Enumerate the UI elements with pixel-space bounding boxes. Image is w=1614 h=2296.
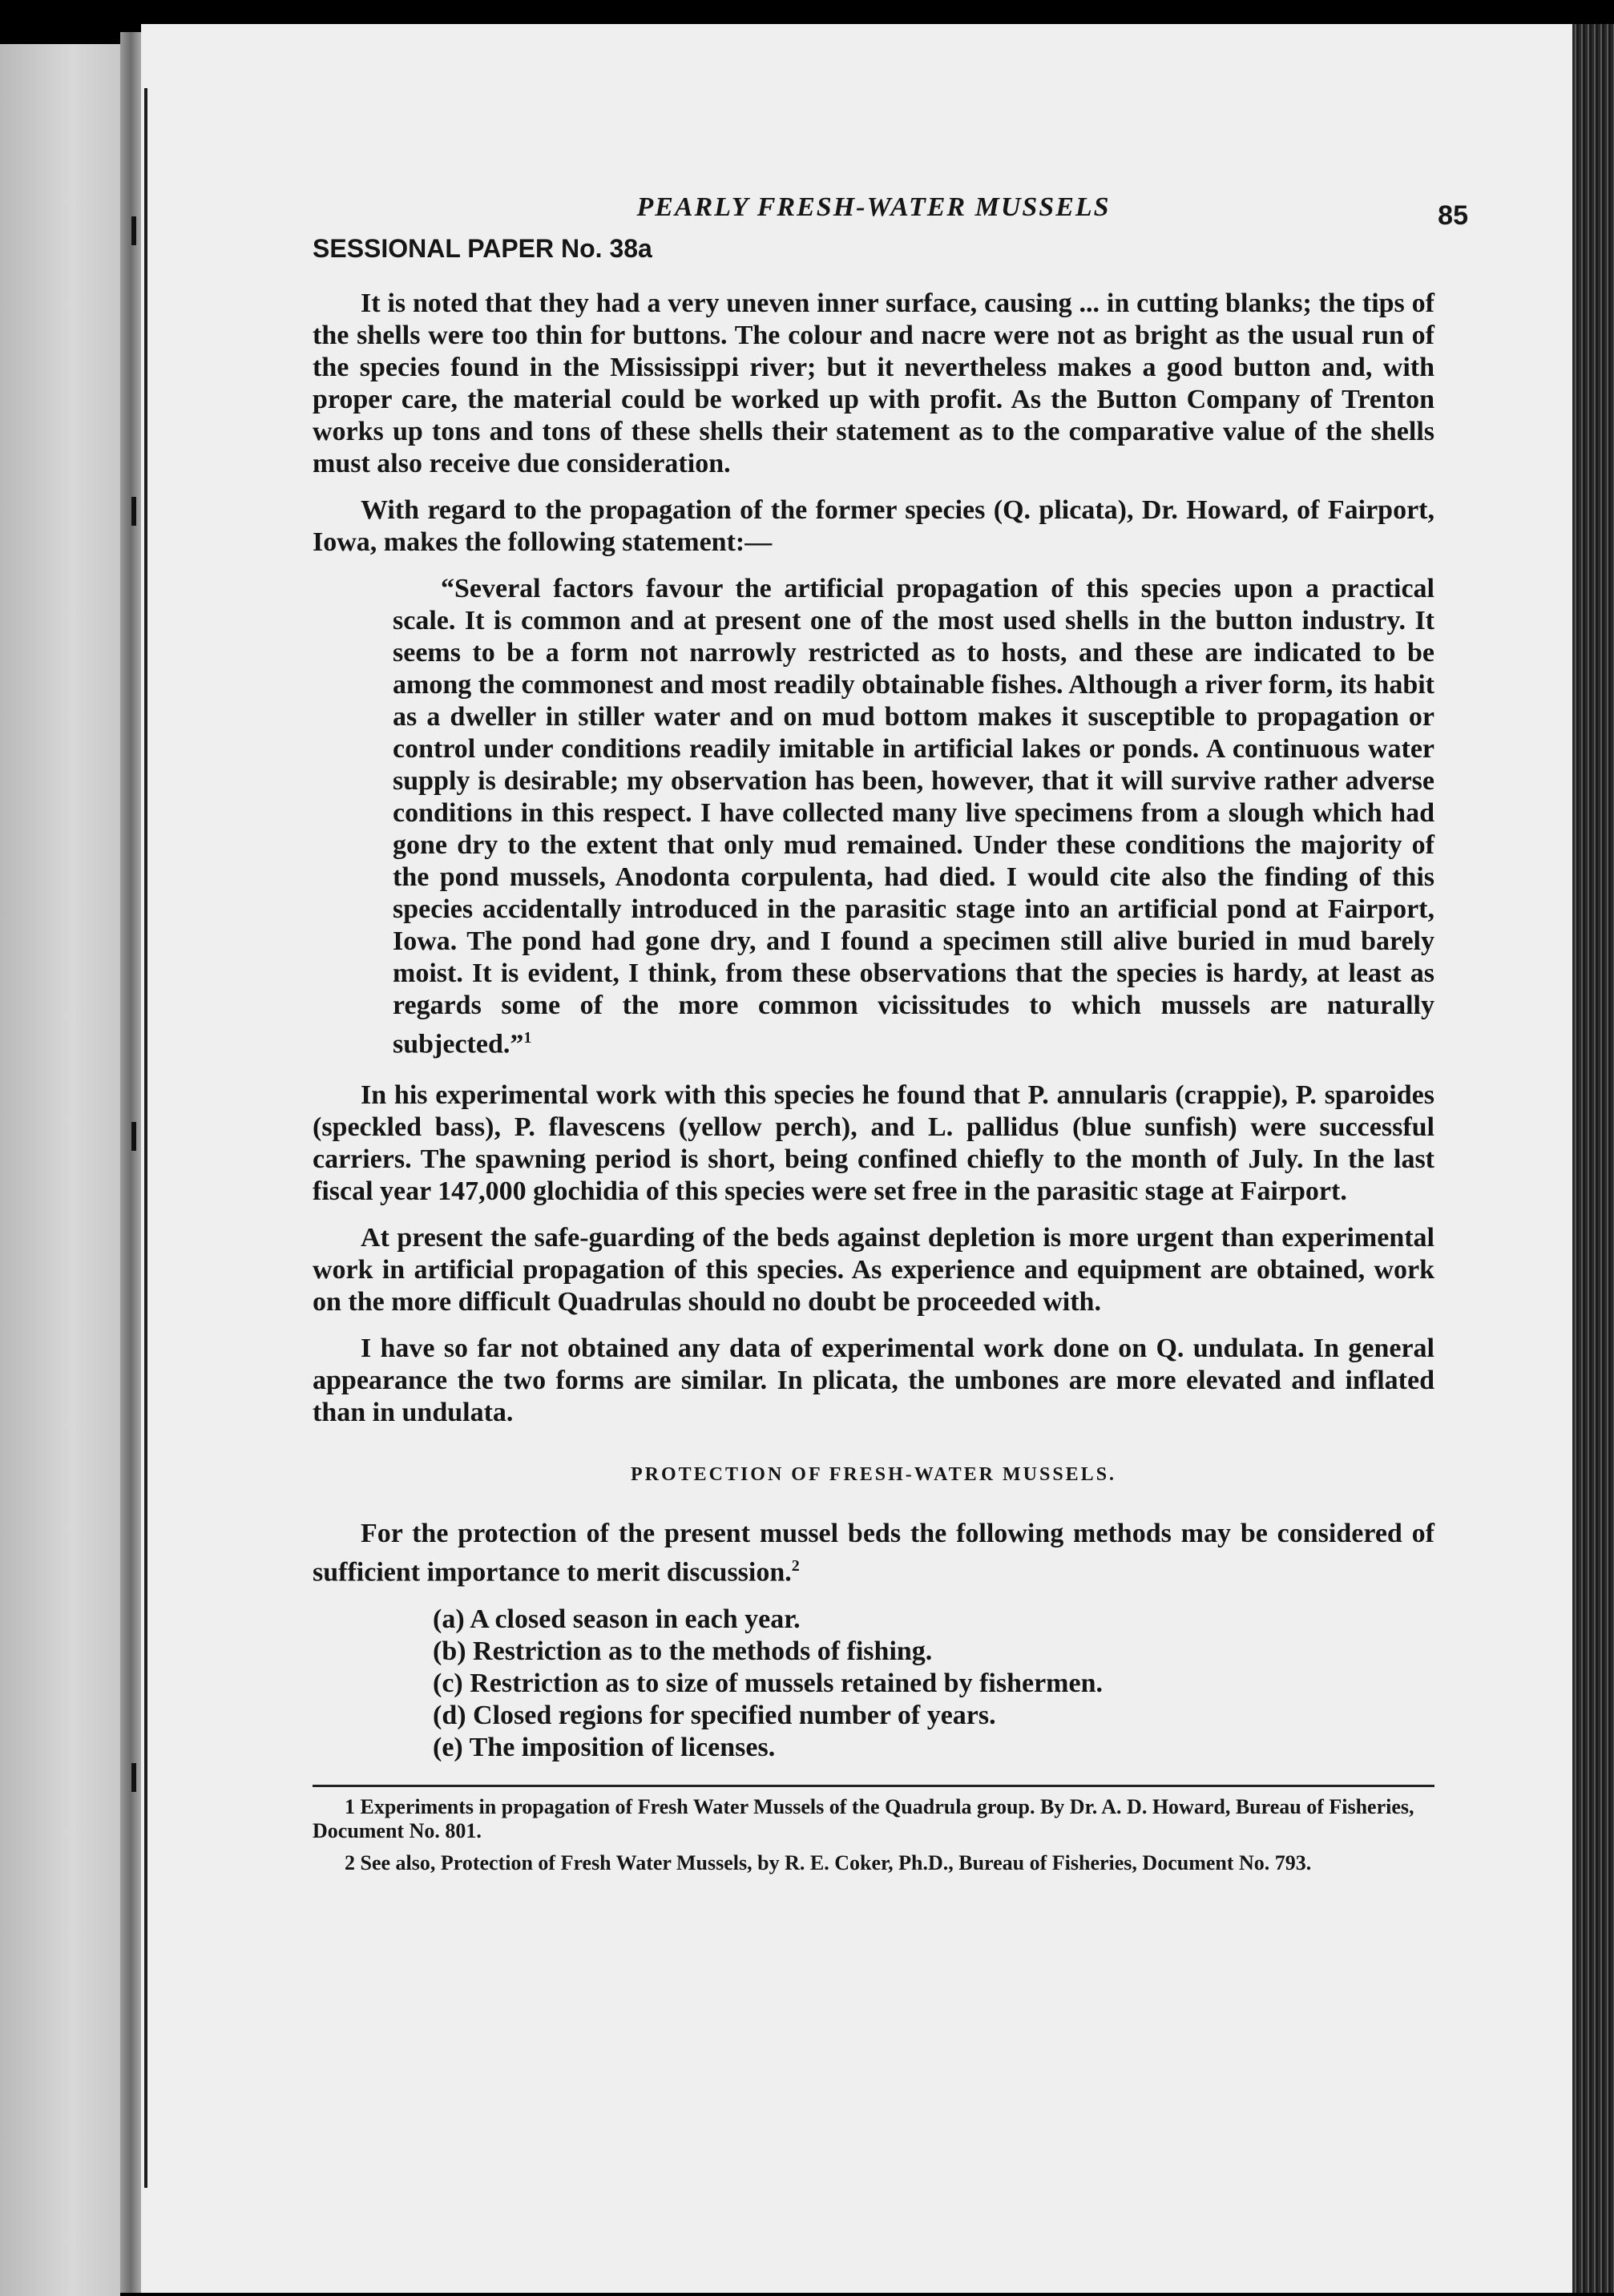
binding-tick (131, 497, 136, 526)
binding-tick (131, 216, 136, 245)
paragraph-2: With regard to the propagation of the former species (Q. plicata), Dr. Howard, of Fairport, Iowa, makes the following statement:— (313, 495, 1434, 557)
paragraph-4: At present the safe-guarding of the beds against depletion is more urgent than experimental work in artificial propagation of this species. As experience and equipment are obtained, work on the more difficult Quadrulas should no doubt be proceeded with. (313, 1223, 1434, 1317)
list-item: (e) The imposition of licenses. (433, 1732, 776, 1762)
footnote-1: 1 Experiments in propagation of Fresh Water Mussels of the Quadrula group. By Dr. A. D. Howard, Bureau of Fisheries, Document No. 801. (313, 1794, 1414, 1842)
page-stack-edge (1572, 24, 1614, 2293)
list-item: (c) Restriction as to size of mussels retained by fishermen. (433, 1668, 1104, 1698)
sessional-paper-label: SESSIONAL PAPER No. 38a (313, 234, 652, 263)
paragraph-1: It is noted that they had a very uneven inner surface, causing ... in cutting blanks; the tips of the shells were too thin for buttons. The colour and nacre were not as bright as the usual run of the species found in the Mississippi river; but it nevertheless makes a good button and, with proper care, the material could be worked up with profit. As the Button Company of Trenton works up tons and tons of these shells their statement as to the comparative value of the shells must also receive due consideration. (313, 289, 1434, 478)
page-header (313, 192, 1468, 231)
paragraph-3: In his experimental work with this species he found that P. annularis (crappie), P. sparoides (speckled bass), P. flavescens (yellow perch), and L. pallidus (blue sunfish) were successful carriers. The spawning period is short, being confined chiefly to the month of July. In the last fiscal year 147,000 glochidia of this species were set free in the parasitic stage at Fairport. (313, 1080, 1434, 1207)
protection-methods-list (433, 1604, 1434, 1764)
howard-quotation (313, 573, 1434, 1060)
footnote-mark-2: 2 (791, 1557, 800, 1576)
running-title: PEARLY FRESH-WATER MUSSELS (636, 192, 1111, 222)
section-heading: PROTECTION OF FRESH-WATER MUSSELS. (630, 1464, 1117, 1486)
binding-tick (131, 1122, 136, 1151)
list-item: (a) A closed season in each year. (433, 1604, 801, 1634)
footnote-rule (313, 1785, 1434, 1787)
facing-page-edge (0, 44, 120, 2296)
footnote-2: 2 See also, Protection of Fresh Water Mussels, by R. E. Coker, Ph.D., Bureau of Fisheries, Document No. 793. (345, 1850, 1312, 1874)
page-text (313, 192, 1468, 1883)
list-item: (b) Restriction as to the methods of fishing. (433, 1636, 933, 1666)
page-number: 85 (1438, 200, 1468, 231)
binding-tick (131, 1763, 136, 1792)
book-gutter (120, 32, 141, 2293)
binding-line (144, 88, 147, 2188)
paragraph-5: I have so far not obtained any data of experimental work done on Q. undulata. In general appearance the two forms are similar. In plicata, the umbones are more elevated and inflated than in undulata. (313, 1334, 1434, 1428)
list-item: (d) Closed regions for specified number of years. (433, 1700, 996, 1730)
section-intro-text: For the protection of the present mussel beds the following methods may be considered of sufficient importance to merit discussion. (313, 1519, 1434, 1588)
footnote-mark-1: 1 (523, 1029, 532, 1047)
quotation-text: “Several factors favour the artificial propagation of this species upon a practical scale. It is common and at present one of the most used shells in the button industry. It seems to be a form not narrowly restricted as to hosts, and these are indicated to be among the commonest and most readily obtainable fishes. Although a river form, its habit as a dweller in stiller water and on mud bottom makes it susceptible to propagation or control under conditions readily imitable in artificial lakes or ponds. A continuous water supply is desirable; my observation has been, however, that it will survive rather adverse conditions in this respect. I have collected many live specimens from a slough which had gone dry to the extent that only mud remained. Under these conditions the majority of the pond mussels, Anodonta corpulenta, had died. I would cite also the finding of this species accidentally introduced in the parasitic stage into an artificial pond at Fairport, Iowa. The pond had gone dry, and I found a specimen still alive buried in mud barely moist. It is evident, I think, from these observations that the species is hardy, at least as regards some of the more common vicissitudes to which mussels are naturally subjected.” (393, 574, 1434, 1059)
section-intro (313, 1518, 1434, 1588)
